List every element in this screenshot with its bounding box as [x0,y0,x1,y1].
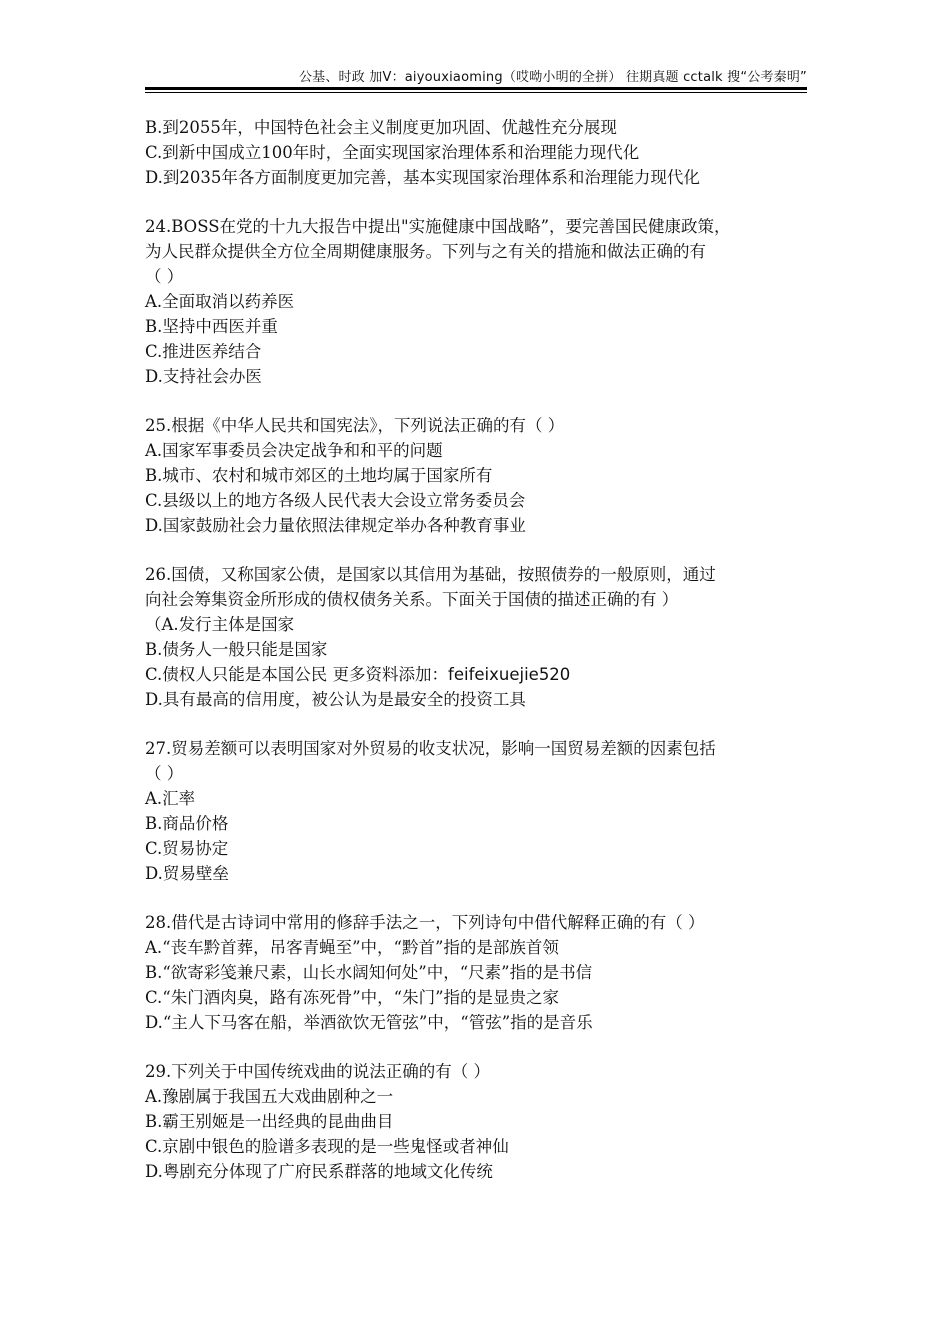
option-line: A.豫剧属于我国五大戏曲剧种之一 [145,1087,394,1106]
question-26 [145,562,807,712]
option-line: C.到新中国成立100年时，全面实现国家治理体系和治理能力现代化 [145,143,640,162]
question-stem: （A.发行主体是国家 [145,615,295,634]
option-line [145,662,807,687]
header-text: 公基、时政 加V：aiyouxiaoming（哎呦小明的全拼） 往期真题 cctalk 搜“公考秦明” [298,70,807,85]
option-line: B.城市、农村和城市郊区的土地均属于国家所有 [145,466,493,485]
contact-note: 更多资料添加：feifeixuejie520 [332,665,571,684]
question-stem: 向社会筹集资金所形成的债权债务关系。下面关于国债的描述正确的有 ） [145,590,679,609]
option-line: B.债务人一般只能是国家 [145,640,328,659]
option-line: D.粤剧充分体现了广府民系群落的地域文化传统 [145,1162,493,1181]
option-line: A.全面取消以药养医 [145,292,295,311]
option-line: B.“欲寄彩笺兼尺素，山长水阔知何处”中，“尺素”指的是书信 [145,963,593,982]
option-line: D.国家鼓励社会力量依照法律规定举办各种教育事业 [145,516,526,535]
option-line: D.到2035年各方面制度更加完善，基本实现国家治理体系和治理能力现代化 [145,168,700,187]
question-stem: 25.根据《中华人民共和国宪法》，下列说法正确的有（ ） [145,416,565,435]
question-stem: （ ） [145,267,184,286]
document-body [145,115,807,1184]
option-line: A.汇率 [145,789,196,808]
question-29 [145,1059,807,1184]
option-line: C.推进医养结合 [145,342,262,361]
option-line: A.“丧车黔首葬，吊客青蝇至”中，“黔首”指的是部族首领 [145,938,559,957]
spacer [145,389,807,413]
question-27 [145,736,807,886]
question-28 [145,910,807,1035]
option-line: D.支持社会办医 [145,367,262,386]
question-stem: 为人民群众提供全方位全周期健康服务。下列与之有关的措施和做法正确的有 [145,242,706,261]
spacer [145,190,807,214]
option-line: C.县级以上的地方各级人民代表大会设立常务委员会 [145,491,526,510]
spacer [145,712,807,736]
question-stem: 28.借代是古诗词中常用的修辞手法之一，下列诗句中借代解释正确的有（ ） [145,913,705,932]
option-line: B.商品价格 [145,814,229,833]
page-header [145,60,807,96]
option-text: C.债权人只能是本国公民 [145,665,333,684]
option-line: A.国家军事委员会决定战争和和平的问题 [145,441,443,460]
spacer [145,538,807,562]
option-line: C.京剧中银色的脸谱多表现的是一些鬼怪或者神仙 [145,1137,509,1156]
option-line: B.坚持中西医并重 [145,317,278,336]
option-line: B.到2055年，中国特色社会主义制度更加巩固、优越性充分展现 [145,118,617,137]
question-stem: 24.BOSS在党的十九大报告中提出"实施健康中国战略”，要完善国民健康政策， [145,217,731,236]
question-25 [145,413,807,538]
option-line: D.具有最高的信用度，被公认为是最安全的投资工具 [145,690,526,709]
header-rule-thin [145,92,807,93]
question-stem: 26.国债，又称国家公债，是国家以其信用为基础，按照债券的一般原则，通过 [145,565,716,584]
header-rule-thick [145,87,807,90]
option-line: C.“朱门酒肉臭，路有冻死骨”中，“朱门”指的是显贵之家 [145,988,560,1007]
question-23-tail [145,115,807,190]
spacer [145,1035,807,1059]
option-line: D.“主人下马客在船，举酒欲饮无管弦”中，“管弦”指的是音乐 [145,1013,593,1032]
spacer [145,886,807,910]
option-line: C.贸易协定 [145,839,229,858]
question-stem: 27.贸易差额可以表明国家对外贸易的收支状况，影响一国贸易差额的因素包括 [145,739,716,758]
option-line: B.霸王别姬是一出经典的昆曲曲目 [145,1112,394,1131]
question-24 [145,214,807,389]
question-stem: （ ） [145,764,184,783]
option-line: D.贸易壁垒 [145,864,229,883]
question-stem: 29.下列关于中国传统戏曲的说法正确的有（ ） [145,1062,490,1081]
